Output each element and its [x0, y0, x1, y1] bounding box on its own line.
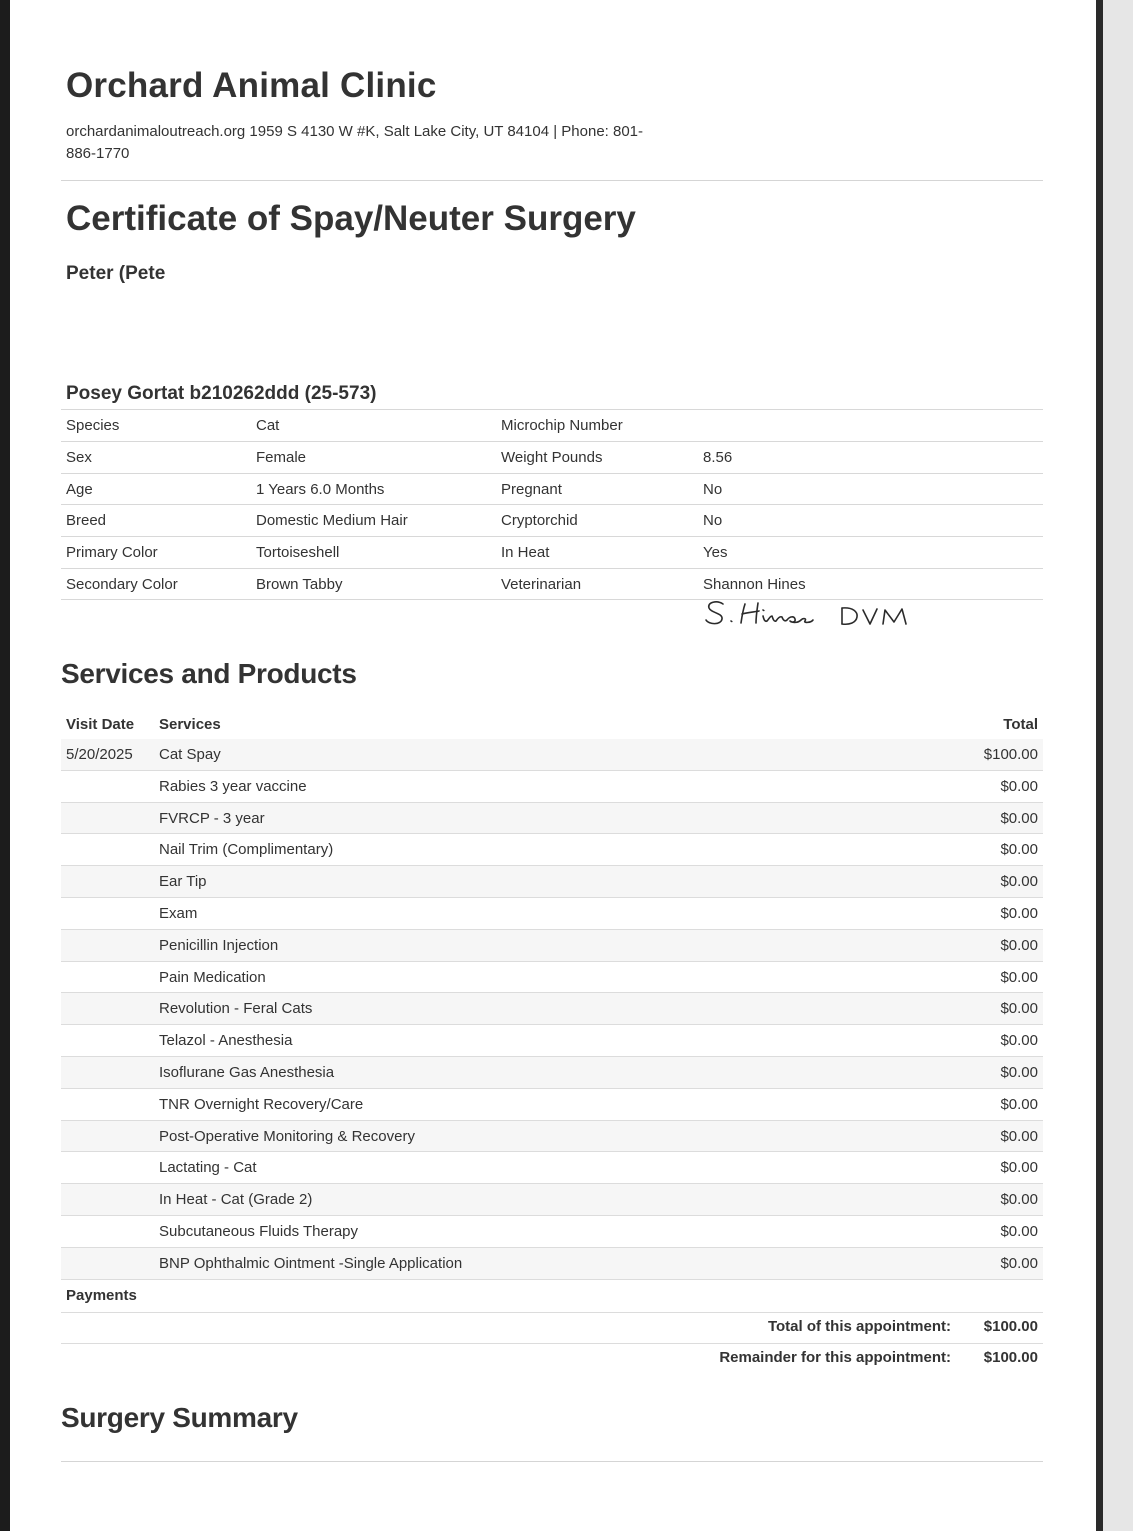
pet-detail-value: Domestic Medium Hair	[256, 512, 408, 530]
service-row	[61, 834, 1043, 866]
service-row	[61, 993, 1043, 1025]
pet-detail-row	[61, 409, 1043, 441]
service-name: TNR Overnight Recovery/Care	[159, 1095, 364, 1113]
service-total: $0.00	[1000, 1063, 1038, 1081]
service-row	[61, 803, 1043, 835]
service-total: $0.00	[1000, 873, 1038, 891]
pet-detail-row	[61, 536, 1043, 568]
veterinarian-signature	[701, 594, 931, 634]
service-row	[61, 1121, 1043, 1153]
service-row	[61, 962, 1043, 994]
services-section-title: Services and Products	[61, 658, 357, 689]
service-total: $0.00	[1000, 1191, 1038, 1209]
service-name: Lactating - Cat	[159, 1159, 257, 1177]
pet-detail-label: Veterinarian	[501, 575, 582, 593]
service-row	[61, 1216, 1043, 1248]
service-total: $0.00	[1000, 1000, 1038, 1018]
pet-detail-label: Sex	[66, 448, 92, 466]
pet-detail-value: Female	[256, 448, 307, 466]
pet-detail-value: 1 Years 6.0 Months	[256, 480, 385, 498]
pet-detail-label: Pregnant	[501, 480, 562, 498]
service-total: $0.00	[1000, 904, 1038, 922]
service-total: $0.00	[1000, 936, 1038, 954]
service-name: Isoflurane Gas Anesthesia	[159, 1063, 335, 1081]
pet-detail-value: Tortoiseshell	[256, 544, 340, 562]
pet-detail-label: Weight Pounds	[501, 448, 603, 466]
service-total: $100.00	[983, 746, 1038, 763]
service-total: $0.00	[1000, 1032, 1038, 1050]
service-total: $0.00	[1000, 841, 1038, 859]
header-divider	[61, 180, 1043, 181]
service-row	[61, 1152, 1043, 1184]
service-row	[61, 898, 1043, 930]
pet-detail-label: Cryptorchid	[501, 512, 578, 530]
clinic-phone-line: 886-1770	[66, 145, 130, 162]
remainder-label: Remainder for this appointment:	[719, 1349, 951, 1366]
service-name: Ear Tip	[159, 873, 207, 891]
pet-title: Posey Gortat b210262ddd (25-573)	[66, 383, 377, 404]
service-row	[61, 1025, 1043, 1057]
service-row	[61, 739, 1043, 771]
total-value: $100.00	[983, 1318, 1038, 1335]
service-name: Revolution - Feral Cats	[159, 1000, 313, 1018]
pet-detail-value: 8.56	[703, 448, 733, 466]
owner-name: Peter (Pete	[66, 263, 166, 284]
service-row	[61, 1248, 1043, 1280]
service-total: $0.00	[1000, 1095, 1038, 1113]
pet-detail-value: Shannon Hines	[703, 575, 806, 593]
pet-detail-row	[61, 504, 1043, 536]
pet-detail-label: In Heat	[501, 544, 550, 562]
service-name: Penicillin Injection	[159, 936, 279, 954]
service-total: $0.00	[1000, 809, 1038, 827]
appointment-total-row	[61, 1312, 1043, 1344]
pet-detail-label: Primary Color	[66, 544, 158, 562]
service-row	[61, 1057, 1043, 1089]
services-table	[61, 739, 1043, 1280]
service-name: Cat Spay	[159, 746, 221, 763]
service-total: $0.00	[1000, 1127, 1038, 1145]
clinic-name: Orchard Animal Clinic	[66, 66, 437, 105]
payments-row	[61, 1281, 1043, 1313]
service-total: $0.00	[1000, 968, 1038, 986]
viewer-scroll-strip	[1103, 0, 1133, 1531]
appointment-remainder-row	[61, 1343, 1043, 1374]
service-total: $0.00	[1000, 1254, 1038, 1272]
pet-detail-label: Secondary Color	[66, 575, 178, 593]
service-name: Pain Medication	[159, 968, 266, 986]
header-visit-date: Visit Date	[66, 716, 135, 733]
header-services: Services	[159, 716, 221, 733]
service-name: In Heat - Cat (Grade 2)	[159, 1191, 313, 1209]
surgery-summary-title: Surgery Summary	[61, 1402, 298, 1433]
clinic-contact-info	[66, 121, 686, 165]
service-name: Telazol - Anesthesia	[159, 1032, 293, 1050]
service-row	[61, 1184, 1043, 1216]
pet-detail-value: Brown Tabby	[256, 575, 343, 593]
service-name: FVRCP - 3 year	[159, 809, 265, 827]
certificate-title: Certificate of Spay/Neuter Surgery	[66, 199, 636, 238]
services-table-header	[61, 712, 1043, 740]
service-name: Rabies 3 year vaccine	[159, 777, 307, 795]
service-name: Nail Trim (Complimentary)	[159, 841, 334, 859]
pet-detail-row	[61, 441, 1043, 473]
service-row	[61, 771, 1043, 803]
header-total: Total	[1003, 716, 1038, 733]
remainder-value: $100.00	[983, 1349, 1038, 1366]
service-total: $0.00	[1000, 777, 1038, 795]
viewer-edge	[1096, 0, 1133, 1531]
service-visit-date: 5/20/2025	[66, 746, 133, 763]
pet-details-table	[61, 409, 1043, 600]
total-label: Total of this appointment:	[767, 1318, 951, 1335]
service-total: $0.00	[1000, 1159, 1038, 1177]
service-row	[61, 930, 1043, 962]
pet-detail-label: Species	[66, 417, 120, 434]
service-name: BNP Ophthalmic Ointment -Single Application	[159, 1254, 463, 1272]
clinic-address-line: orchardanimaloutreach.org 1959 S 4130 W #K, Salt Lake City, UT 84104 | Phone: 801-	[66, 123, 644, 140]
service-name: Exam	[159, 904, 198, 922]
pet-detail-value: No	[703, 480, 723, 498]
document-page	[10, 0, 1096, 1531]
service-total: $0.00	[1000, 1222, 1038, 1240]
pet-detail-row	[61, 473, 1043, 505]
summary-divider	[61, 1461, 1043, 1462]
pet-detail-label: Age	[66, 480, 93, 498]
service-name: Subcutaneous Fluids Therapy	[159, 1222, 359, 1240]
pet-detail-value: Cat	[256, 417, 280, 434]
pet-detail-value: No	[703, 512, 723, 530]
service-name: Post-Operative Monitoring & Recovery	[159, 1127, 415, 1145]
service-row	[61, 1089, 1043, 1121]
payments-label: Payments	[66, 1287, 137, 1304]
pet-detail-label: Breed	[66, 512, 107, 530]
pet-detail-value: Yes	[703, 544, 728, 562]
service-row	[61, 866, 1043, 898]
pet-detail-label: Microchip Number	[501, 417, 623, 434]
